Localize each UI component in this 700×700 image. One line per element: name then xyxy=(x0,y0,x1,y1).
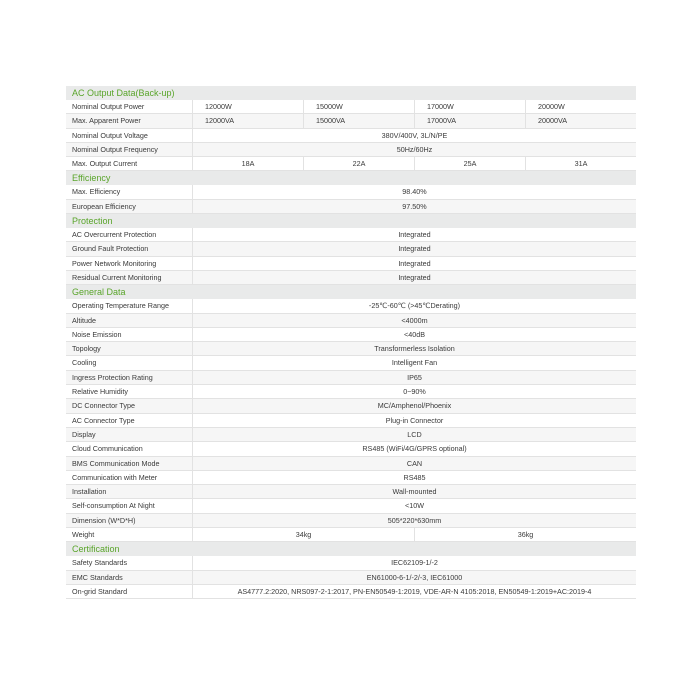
section-header-certification: Certification xyxy=(66,542,636,556)
spec-label: Operating Temperature Range xyxy=(66,299,193,312)
spec-value-cell: 12000W xyxy=(193,100,304,113)
spec-row xyxy=(66,314,636,328)
spec-row xyxy=(66,257,636,271)
spec-row xyxy=(66,114,636,128)
spec-label: Dimension (W*D*H) xyxy=(66,514,193,527)
spec-label: Safety Standards xyxy=(66,556,193,569)
spec-table xyxy=(66,86,636,599)
spec-row xyxy=(66,556,636,570)
spec-value: 380V/400V, 3L/N/PE xyxy=(381,130,448,140)
spec-value: Integrated xyxy=(398,244,431,254)
spec-value-cell: 22A xyxy=(304,157,415,170)
spec-value: 50Hz/60Hz xyxy=(396,144,433,154)
spec-value: IP65 xyxy=(407,372,422,382)
spec-value-cell: 17000VA xyxy=(415,114,526,127)
spec-value: CAN xyxy=(406,458,423,468)
spec-value-cell: 36kg xyxy=(517,530,534,540)
spec-value: <10W xyxy=(405,501,424,511)
spec-value: 505*220*630mm xyxy=(387,515,442,525)
spec-value: EN61000-6-1/-2/-3, IEC61000 xyxy=(366,572,463,582)
spec-label: Communication with Meter xyxy=(66,471,193,484)
spec-value: <40dB xyxy=(404,329,425,339)
spec-row xyxy=(66,471,636,485)
spec-value: 0~90% xyxy=(403,387,426,397)
spec-row xyxy=(66,185,636,199)
spec-row xyxy=(66,242,636,256)
spec-label: Weight xyxy=(66,528,193,541)
spec-row xyxy=(66,143,636,157)
section-header-general-data: General Data xyxy=(66,285,636,299)
spec-label: EMC Standards xyxy=(66,571,193,584)
spec-value-cells xyxy=(193,157,636,170)
spec-label: Relative Humidity xyxy=(66,385,193,398)
spec-value-cells xyxy=(193,114,636,127)
spec-value-cell: 20000W xyxy=(538,102,565,111)
spec-label: Display xyxy=(66,428,193,441)
spec-label: Ground Fault Protection xyxy=(66,242,193,255)
spec-row xyxy=(66,571,636,585)
spec-value: Wall-mounted xyxy=(392,487,437,497)
spec-row xyxy=(66,428,636,442)
spec-row xyxy=(66,442,636,456)
spec-label: Residual Current Monitoring xyxy=(66,271,193,284)
spec-label: Max. Apparent Power xyxy=(66,114,193,127)
spec-value: RS485 (WiFi/4G/GPRS optional) xyxy=(362,444,467,454)
spec-label: Nominal Output Frequency xyxy=(66,143,193,156)
spec-row xyxy=(66,485,636,499)
spec-row xyxy=(66,100,636,114)
spec-row xyxy=(66,200,636,214)
spec-value: 98.40% xyxy=(402,187,427,197)
spec-value-cells xyxy=(193,528,636,541)
spec-label: Nominal Output Voltage xyxy=(66,129,193,142)
section-header-ac-output-data-back-up: AC Output Data(Back-up) xyxy=(66,86,636,100)
spec-row xyxy=(66,356,636,370)
spec-row xyxy=(66,414,636,428)
spec-value: Plug-in Connector xyxy=(385,415,444,425)
spec-value: Integrated xyxy=(398,272,431,282)
spec-label: Power Network Monitoring xyxy=(66,257,193,270)
spec-value-cells xyxy=(193,100,636,113)
spec-value: Transformerless Isolation xyxy=(374,344,455,354)
spec-label: Noise Emission xyxy=(66,328,193,341)
spec-label: Max. Efficiency xyxy=(66,185,193,198)
spec-label: Topology xyxy=(66,342,193,355)
spec-value-cell: 31A xyxy=(574,159,588,169)
spec-value: RS485 xyxy=(403,472,426,482)
spec-row xyxy=(66,514,636,528)
spec-row xyxy=(66,129,636,143)
spec-label: Cloud Communication xyxy=(66,442,193,455)
spec-value-cell: 18A xyxy=(193,157,304,170)
spec-label: BMS Communication Mode xyxy=(66,457,193,470)
spec-label: European Efficiency xyxy=(66,200,193,213)
spec-row xyxy=(66,385,636,399)
spec-value-cell: 17000W xyxy=(415,100,526,113)
spec-label: Self-consumption At Night xyxy=(66,499,193,512)
spec-value-cell: 34kg xyxy=(193,528,415,541)
spec-value: MC/Amphenol/Phoenix xyxy=(377,401,452,411)
spec-row xyxy=(66,499,636,513)
spec-value: LCD xyxy=(407,429,422,439)
spec-label: AC Overcurrent Protection xyxy=(66,228,193,241)
spec-value: <4000m xyxy=(401,315,428,325)
spec-label: Altitude xyxy=(66,314,193,327)
section-header-efficiency: Efficiency xyxy=(66,171,636,185)
spec-value: 97.50% xyxy=(402,201,427,211)
spec-row xyxy=(66,271,636,285)
spec-value: Integrated xyxy=(398,258,431,268)
spec-label: Installation xyxy=(66,485,193,498)
spec-label: AC Connector Type xyxy=(66,414,193,427)
spec-row xyxy=(66,371,636,385)
spec-value: AS4777.2:2020, NRS097-2-1:2017, PN-EN50549-1:2019, VDE-AR-N 4105:2018, EN50549-1:2019+AC:2019-4 xyxy=(237,586,592,596)
spec-row xyxy=(66,228,636,242)
spec-label: DC Connector Type xyxy=(66,399,193,412)
spec-row xyxy=(66,299,636,313)
spec-value: -25℃-60℃ (>45℃Derating) xyxy=(368,301,461,311)
spec-value-cell: 15000VA xyxy=(304,114,415,127)
spec-row xyxy=(66,457,636,471)
spec-value-cell: 20000VA xyxy=(538,116,568,126)
spec-row xyxy=(66,157,636,171)
spec-label: On-grid Standard xyxy=(66,585,193,598)
spec-label: Nominal Output Power xyxy=(66,100,193,113)
spec-row xyxy=(66,528,636,542)
spec-value-cell: 12000VA xyxy=(193,114,304,127)
spec-value-cell: 15000W xyxy=(304,100,415,113)
spec-value: Integrated xyxy=(398,230,431,240)
spec-row xyxy=(66,399,636,413)
spec-value-cell: 25A xyxy=(415,157,526,170)
spec-label: Cooling xyxy=(66,356,193,369)
spec-row xyxy=(66,585,636,599)
section-header-protection: Protection xyxy=(66,214,636,228)
spec-row xyxy=(66,328,636,342)
spec-label: Max. Output Current xyxy=(66,157,193,170)
spec-row xyxy=(66,342,636,356)
spec-label: Ingress Protection Rating xyxy=(66,371,193,384)
spec-value: Intelligent Fan xyxy=(391,358,438,368)
spec-value: IEC62109-1/-2 xyxy=(391,558,438,568)
